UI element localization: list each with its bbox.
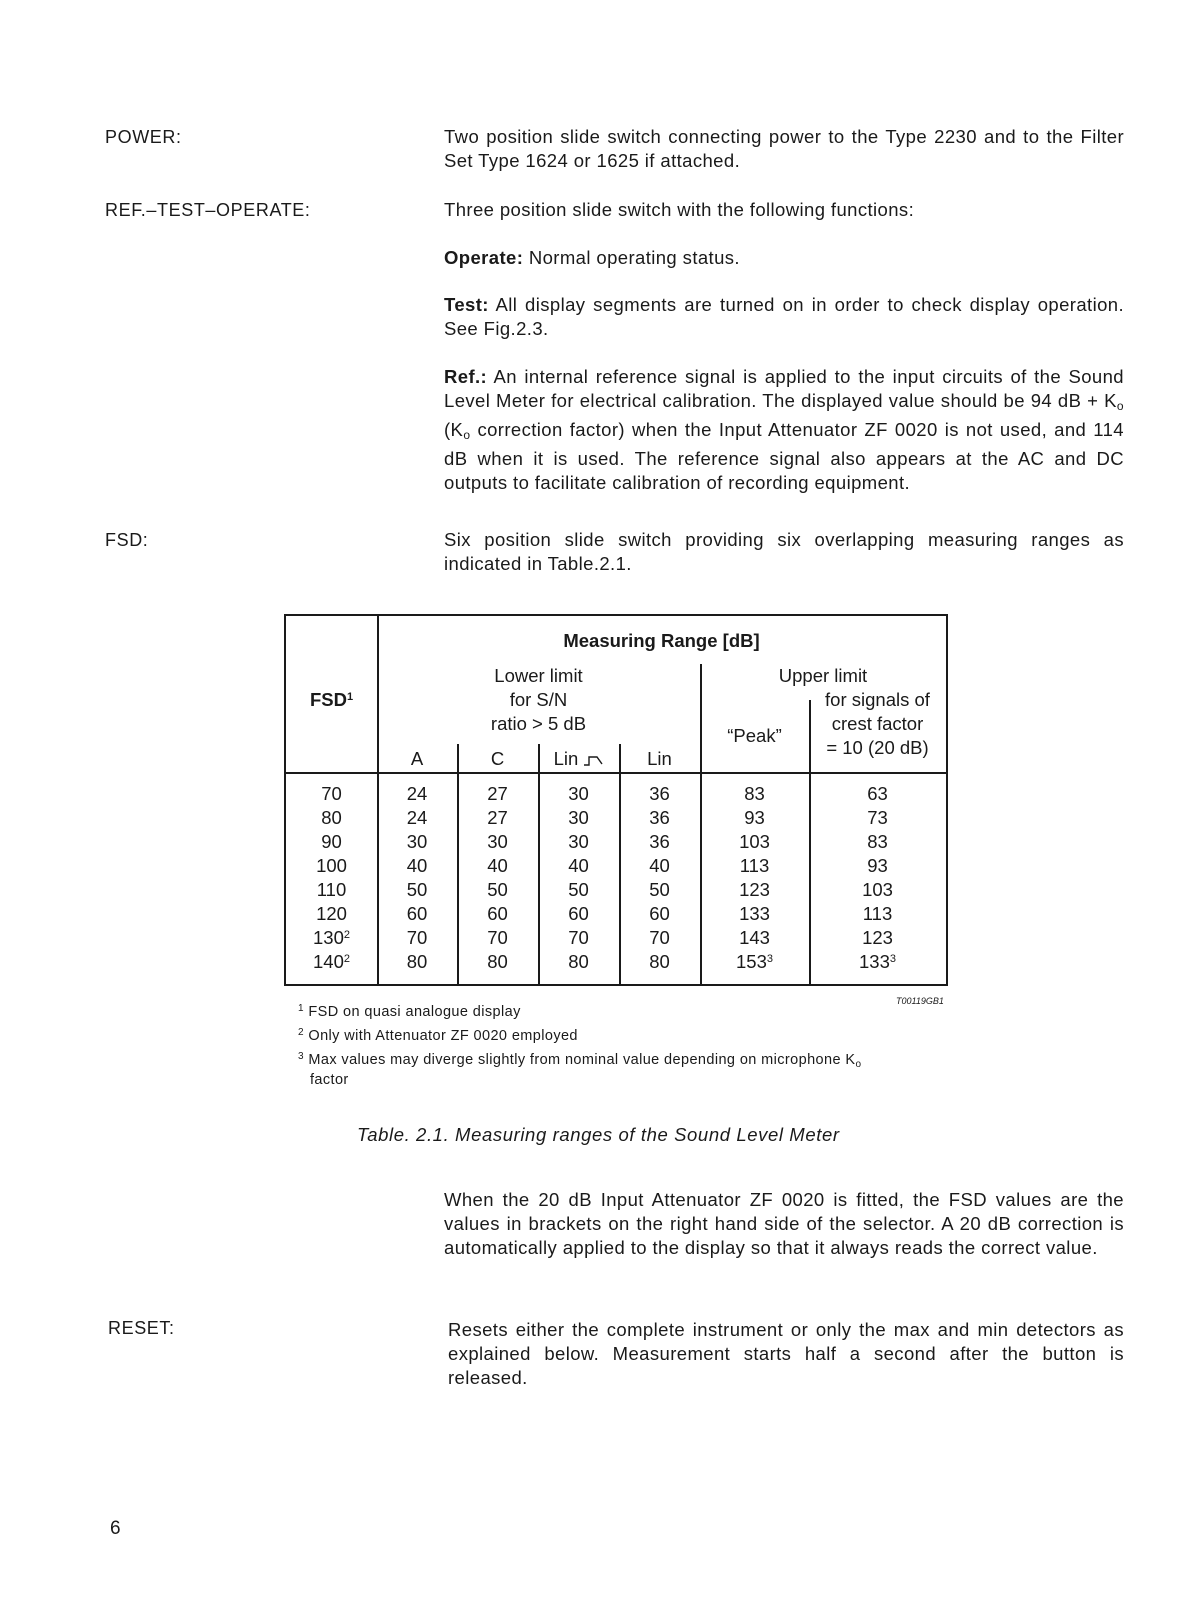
a-column: [377, 782, 457, 974]
fsd-column: [286, 782, 377, 974]
table-cell: 60: [568, 903, 589, 924]
pulse-symbol-icon: [583, 754, 603, 766]
table-cell: 143: [739, 927, 770, 948]
ref-test-operate-label: REF.–TEST–OPERATE:: [105, 200, 311, 220]
table-cell: 30: [406, 831, 428, 852]
cell-footnote-mark: 2: [343, 953, 350, 965]
ref-sub-1: o: [1116, 399, 1124, 413]
col-lin-header: Lin: [647, 748, 672, 769]
table-cell: 36: [649, 831, 670, 852]
ref-text-2: (K: [444, 419, 464, 440]
test-term: Test:: [444, 294, 489, 315]
page-number: 6: [110, 1518, 121, 1539]
table-cell: $153^3$: [736, 951, 773, 972]
table-cell: 70: [568, 927, 589, 948]
footnote-3-cont: factor: [310, 1072, 349, 1088]
lin-pulse-column: [538, 782, 619, 974]
table-caption: Table. 2.1. Measuring ranges of the Sound Level Meter: [357, 1124, 840, 1145]
table-cell: 36: [649, 783, 670, 804]
table-cell: 80: [487, 951, 508, 972]
table-cell: $130^2$: [313, 927, 350, 948]
table-cell: 36: [649, 807, 670, 828]
table-cell: 120: [316, 903, 347, 924]
measuring-range-table: [284, 614, 948, 986]
table-cell: 100: [316, 855, 347, 876]
peak-header: “Peak”: [727, 725, 782, 746]
table-cell: 83: [744, 783, 765, 804]
table-cell: 133: [739, 903, 770, 924]
table-cell: 24: [406, 807, 428, 828]
table-cell: $133^3$: [859, 951, 896, 972]
table-code: T00119GB1: [896, 996, 944, 1006]
col-c-header: C: [490, 748, 505, 769]
table-cell: 83: [867, 831, 888, 852]
ref-text-1: An internal reference signal is applied to the input circuits of the Sound Level Meter for electrical calibration. The displayed value should be 94 dB + K: [444, 366, 1124, 411]
col-lin-pulse-header: Lin: [538, 747, 619, 771]
table-cell: 40: [568, 855, 589, 876]
table-cell: 113: [862, 903, 893, 924]
table-cell: 123: [862, 927, 893, 948]
table-cell: 30: [568, 807, 589, 828]
table-cell: 40: [649, 855, 670, 876]
table-cell: 40: [406, 855, 428, 876]
table-cell: 110: [316, 879, 347, 900]
cell-footnote-mark: 2: [343, 929, 350, 941]
c-column: [457, 782, 538, 974]
table-cell: 27: [487, 783, 508, 804]
table-cell: 73: [867, 807, 888, 828]
table-cell: 60: [649, 903, 670, 924]
lower-limit-header: Lower limit for S/N ratio > 5 dB: [490, 665, 587, 734]
cell-footnote-mark: 3: [766, 953, 773, 965]
footnote-2: $^2$ Only with Attenuator ZF 0020 employed: [298, 1027, 578, 1044]
table-cell: 70: [487, 927, 508, 948]
test-paragraph: [444, 293, 1124, 341]
table-cell: 80: [568, 951, 589, 972]
table-cell: 70: [406, 927, 428, 948]
fsd-text: Six position slide switch providing six overlapping measuring ranges as indicated in Table.2.1.: [444, 529, 1124, 574]
table-cell: 60: [406, 903, 428, 924]
ref-text-3: correction factor) when the Input Attenuator ZF 0020 is not used, and 114 dB when it is used. The reference signal also appears at the AC and DC outputs to facilitate calibration of recording equipment.: [444, 419, 1124, 493]
table-cell: 24: [406, 783, 428, 804]
table-cell: 27: [487, 807, 508, 828]
reset-label: RESET:: [108, 1318, 175, 1338]
ref-paragraph: [444, 365, 1124, 495]
ref-test-operate-intro: Three position slide switch with the following functions:: [444, 199, 915, 220]
fsd-header-sup: 1: [346, 691, 354, 703]
table-cell: 50: [406, 879, 428, 900]
attenuator-note: When the 20 dB Input Attenuator ZF 0020 is fitted, the FSD values are the values in brackets on the right hand side of the selector. A 20 dB correction is automatically applied to the display so that it always reads the correct value.: [444, 1189, 1124, 1258]
table-cell: 93: [867, 855, 888, 876]
crest-column: [809, 782, 946, 974]
table-cell: 103: [862, 879, 893, 900]
table-cell: 40: [487, 855, 508, 876]
table-cell: $140^2$: [313, 951, 350, 972]
cell-footnote-mark: 3: [889, 953, 896, 965]
ref-sub-2: o: [463, 428, 471, 442]
fsd-label: FSD:: [105, 530, 149, 550]
table-cell: 60: [487, 903, 508, 924]
table-cell: 80: [406, 951, 428, 972]
ref-term: Ref.:: [444, 366, 488, 387]
footnote-1: $^1$ FSD on quasi analogue display: [298, 1003, 521, 1020]
table-header-rule: [286, 772, 946, 774]
table-title: Measuring Range [dB]: [563, 630, 760, 651]
table-cell: 70: [321, 783, 342, 804]
peak-column: [700, 782, 809, 974]
fsd-header: FSD$^1$: [309, 689, 354, 710]
footnote-3: $^3$ Max values may diverge slightly from nominal value depending on microphone $K_o$: [298, 1051, 862, 1070]
table-cell: 30: [568, 831, 589, 852]
table-cell: 93: [744, 807, 765, 828]
table-cell: 30: [487, 831, 508, 852]
table-cell: 123: [739, 879, 770, 900]
lin-column: [619, 782, 700, 974]
table-cell: 30: [568, 783, 589, 804]
power-label: POWER:: [105, 127, 182, 147]
crest-factor-header: for signals of crest factor = 10 (20 dB): [825, 689, 930, 758]
test-text: All display segments are turned on in order to check display operation. See Fig.2.3.: [444, 294, 1124, 339]
operate-term: Operate:: [444, 247, 524, 268]
col-a-header: A: [410, 748, 424, 769]
power-text: Two position slide switch connecting power to the Type 2230 and to the Filter Set Type 1624 or 1625 if attached.: [444, 126, 1124, 171]
table-cell: 90: [321, 831, 342, 852]
upper-limit-header: Upper limit: [778, 665, 868, 686]
table-cell: 103: [739, 831, 770, 852]
table-cell: 50: [568, 879, 589, 900]
table-cell: 50: [487, 879, 508, 900]
table-cell: 50: [649, 879, 670, 900]
table-cell: 70: [649, 927, 670, 948]
operate-text: Normal operating status.: [523, 247, 740, 268]
table-cell: 113: [739, 855, 770, 876]
table-cell: 63: [867, 783, 888, 804]
operate-paragraph: [444, 246, 1124, 270]
table-cell: 80: [321, 807, 342, 828]
table-cell: 80: [649, 951, 670, 972]
reset-text: Resets either the complete instrument or only the max and min detectors as explained below. Measurement starts half a second after the button is released.: [448, 1319, 1124, 1388]
